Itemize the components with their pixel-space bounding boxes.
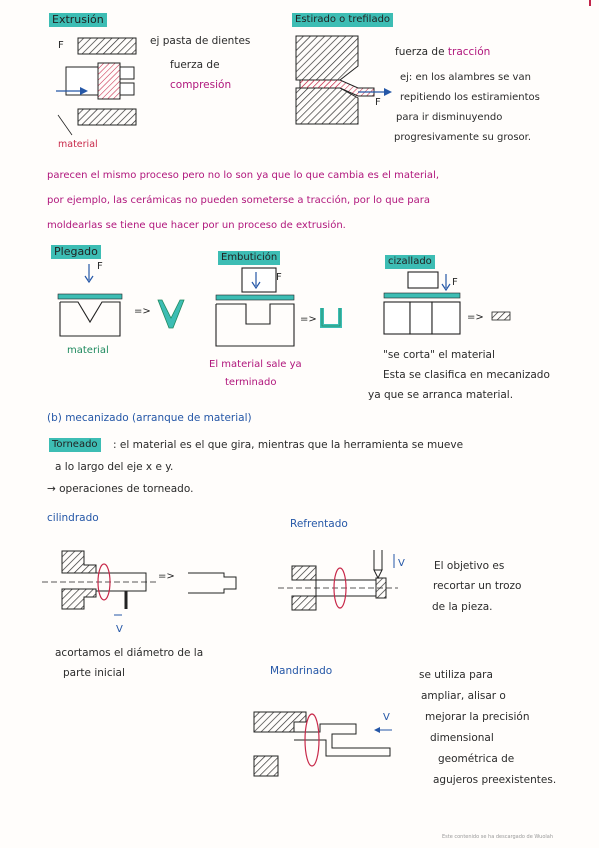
- estirado-title: Estirado o trefilado: [292, 13, 393, 27]
- corner-mark: [589, 0, 591, 6]
- cilindrado-note-2: parte inicial: [63, 667, 125, 679]
- extrusion-force-1: fuerza de: [170, 59, 220, 71]
- cilindrado-note-1: acortamos el diámetro de la: [55, 647, 204, 659]
- paragraph-line-3: moldearlas se tiene que hacer por un proceso de extrusión.: [47, 220, 346, 231]
- embuticion-F: F: [276, 272, 282, 283]
- cizallado-F: F: [452, 277, 458, 288]
- extrusion-note: ej pasta de dientes: [150, 35, 251, 47]
- plegado-material-label: material: [67, 345, 109, 356]
- refrentado-V: V: [398, 558, 405, 569]
- estirado-example-1: ej: en los alambres se van: [400, 72, 531, 83]
- torneado-title: Torneado: [49, 438, 101, 452]
- embuticion-note-2: terminado: [225, 377, 277, 388]
- mecanizado-heading: (b) mecanizado (arranque de material): [47, 412, 252, 424]
- estirado-example-3: para ir disminuyendo: [396, 112, 503, 123]
- svg-text:=>: =>: [300, 314, 317, 325]
- refrentado-note-2: recortar un trozo: [433, 580, 522, 592]
- plegado-title: Plegado: [51, 245, 101, 259]
- mandrinado-note-3: mejorar la precisión: [425, 711, 530, 723]
- mandrinado-title: Mandrinado: [270, 665, 333, 677]
- mandrinado-note-5: geométrica de: [438, 753, 515, 765]
- torneado-desc-2: a lo largo del eje x e y.: [55, 461, 174, 473]
- svg-text:=>: =>: [158, 571, 175, 582]
- refrentado-note-3: de la pieza.: [432, 601, 493, 613]
- embuticion-title: Embutición: [218, 251, 280, 265]
- svg-text:=>: =>: [134, 306, 151, 317]
- mandrinado-note-2: ampliar, alisar o: [421, 690, 506, 702]
- estirado-example-4: progresivamente su grosor.: [394, 132, 532, 143]
- refrentado-note-1: El objetivo es: [434, 560, 505, 572]
- refrentado-diagram: [278, 548, 418, 648]
- cizallado-note-1: "se corta" el material: [383, 349, 495, 361]
- mandrinado-note-4: dimensional: [430, 732, 494, 744]
- plegado-F: F: [97, 261, 103, 272]
- estirado-force-1: fuerza de tracción: [395, 46, 491, 58]
- extrusion-title: Extrusión: [49, 13, 107, 27]
- extrusion-F: F: [58, 40, 64, 51]
- mandrinado-note-1: se utiliza para: [419, 669, 493, 681]
- footer-watermark: Este contenido se ha descargado de Wuolah: [441, 834, 553, 840]
- estirado-example-2: repitiendo los estiramientos: [400, 92, 540, 103]
- extrusion-material-label: material: [58, 139, 98, 150]
- cizallado-title: cizallado: [385, 255, 435, 269]
- torneado-desc-3: → operaciones de torneado.: [47, 483, 194, 495]
- refrentado-title: Refrentado: [290, 518, 348, 530]
- mandrinado-note-6: agujeros preexistentes.: [433, 774, 557, 786]
- estirado-F: F: [375, 97, 381, 108]
- embuticion-note-1: El material sale ya: [209, 359, 302, 370]
- torneado-desc-1: : el material es el que gira, mientras que la herramienta se mueve: [113, 439, 464, 451]
- estirado-diagram: [296, 36, 396, 146]
- extrusion-force-2: compresión: [170, 79, 232, 91]
- cilindrado-diagram: [38, 545, 258, 635]
- paragraph-line-2: por ejemplo, las cerámicas no pueden someterse a tracción, por lo que para: [47, 195, 430, 206]
- mandrinado-V: V: [383, 712, 390, 723]
- extrusion-diagram: [58, 35, 158, 135]
- cilindrado-title: cilindrado: [47, 512, 99, 524]
- cizallado-note-2: Esta se clasifica en mecanizado: [383, 369, 550, 381]
- svg-text:=>: =>: [467, 312, 484, 323]
- cizallado-note-3: ya que se arranca material.: [368, 389, 514, 401]
- paragraph-line-1: parecen el mismo proceso pero no lo son ya que lo que cambia es el material,: [47, 170, 440, 181]
- embuticion-diagram: [212, 268, 362, 358]
- estirado-force-word: tracción: [447, 46, 491, 58]
- plegado-diagram: [58, 262, 198, 342]
- cilindrado-V: V: [116, 624, 123, 635]
